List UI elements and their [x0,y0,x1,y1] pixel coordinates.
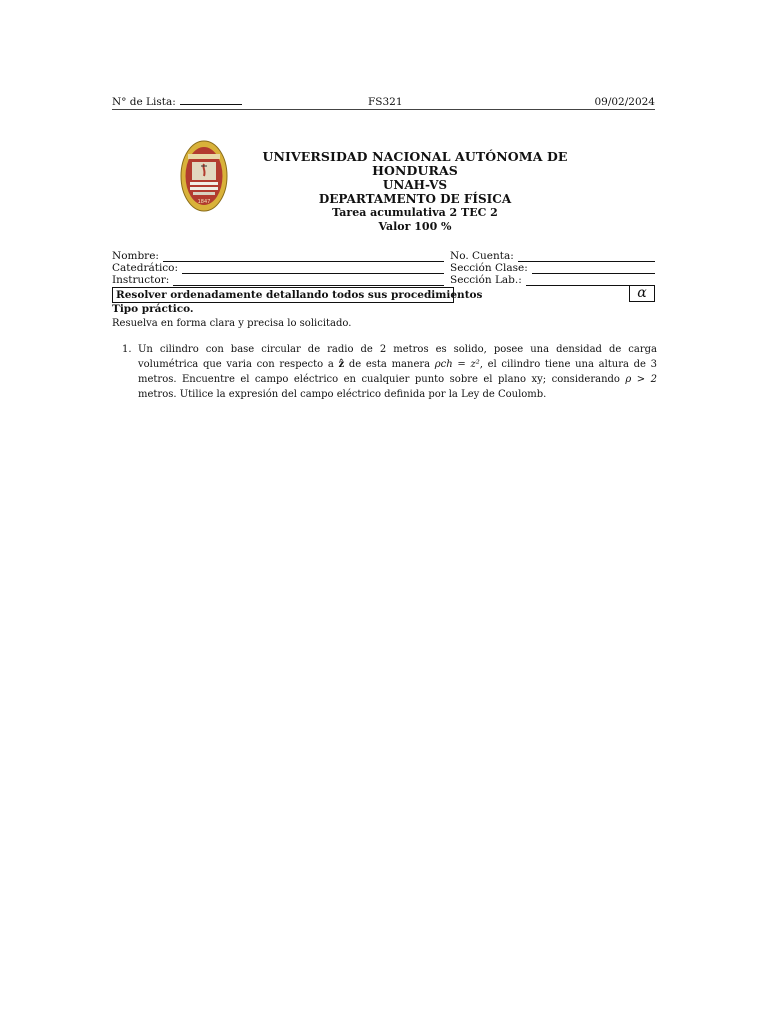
catedratico-field[interactable] [112,262,444,274]
campus-name: UNAH-VS [382,178,448,192]
seccion-clase-field[interactable] [450,262,655,274]
seccion-lab-field[interactable] [450,274,655,286]
instructions-subtitle: Resuelva en forma clara y precisa lo solicitado. [112,318,352,329]
catedratico-label: Catedrático: [112,262,179,274]
catedratico-line[interactable] [182,265,444,274]
nombre-field[interactable] [112,250,444,262]
field-row-1 [112,250,655,262]
problem-text-part3: , el cilindro tiene una altura de 3 metros. Encuentre el campo eléctrico en cualquier punto sobre el plano xy; considerando [138,359,658,385]
seccion-lab-label: Sección Lab.: [450,274,522,286]
instructor-label: Instructor: [112,274,170,286]
field-row-2 [112,262,655,274]
nombre-line[interactable] [163,253,444,262]
field-row-3 [112,274,655,286]
problem-number: 1. [122,344,132,355]
condition-expression: ρ > 2 [625,374,657,385]
cuenta-field[interactable] [450,250,655,262]
density-expression: ρch = z² [434,359,480,370]
exercise-type-label: Tipo práctico. [112,303,194,315]
assignment-title: Tarea acumulativa 2 TEC 2 [332,206,498,219]
instructor-field[interactable] [112,274,444,286]
alpha-symbol-box: α [629,285,655,302]
problem-text-part4: metros. Utilice la expresión del campo eléctrico definida por la Ley de Coulomb. [138,389,547,400]
cuenta-line[interactable] [518,253,655,262]
document-date: 09/02/2024 [594,96,655,108]
problem-text-part1: Un cilindro con base circular de radio de 2 metros es solido, posee una densidad de carga volumétrica que varia con respecto a [138,344,657,370]
problem-item [122,342,657,402]
course-code: FS321 [368,96,403,108]
problem-text-part2: de esta manera [344,359,435,370]
list-number-field [112,96,242,108]
page-header [112,96,655,110]
university-seal-icon [180,140,228,212]
assignment-value: Valor 100 % [378,220,452,233]
seccion-clase-line[interactable] [532,265,655,274]
department-name: DEPARTAMENTO DE FÍSICA [318,192,512,206]
seccion-clase-label: Sección Clase: [450,262,528,274]
instruction-box: Resolver ordenadamente detallando todos sus procedimientos [112,287,454,303]
list-number-blank [180,96,242,105]
list-number-label: N° de Lista: [112,96,176,108]
title-block [240,150,590,234]
instructor-line[interactable] [173,277,444,286]
seal-year: 1847 [197,199,211,205]
cuenta-label: No. Cuenta: [450,250,514,262]
university-name: UNIVERSIDAD NACIONAL AUTÓNOMA DE HONDURAS [262,149,568,178]
problem-text [138,342,657,402]
nombre-label: Nombre: [112,250,159,262]
unit-vector-z: ẑ [338,359,345,370]
